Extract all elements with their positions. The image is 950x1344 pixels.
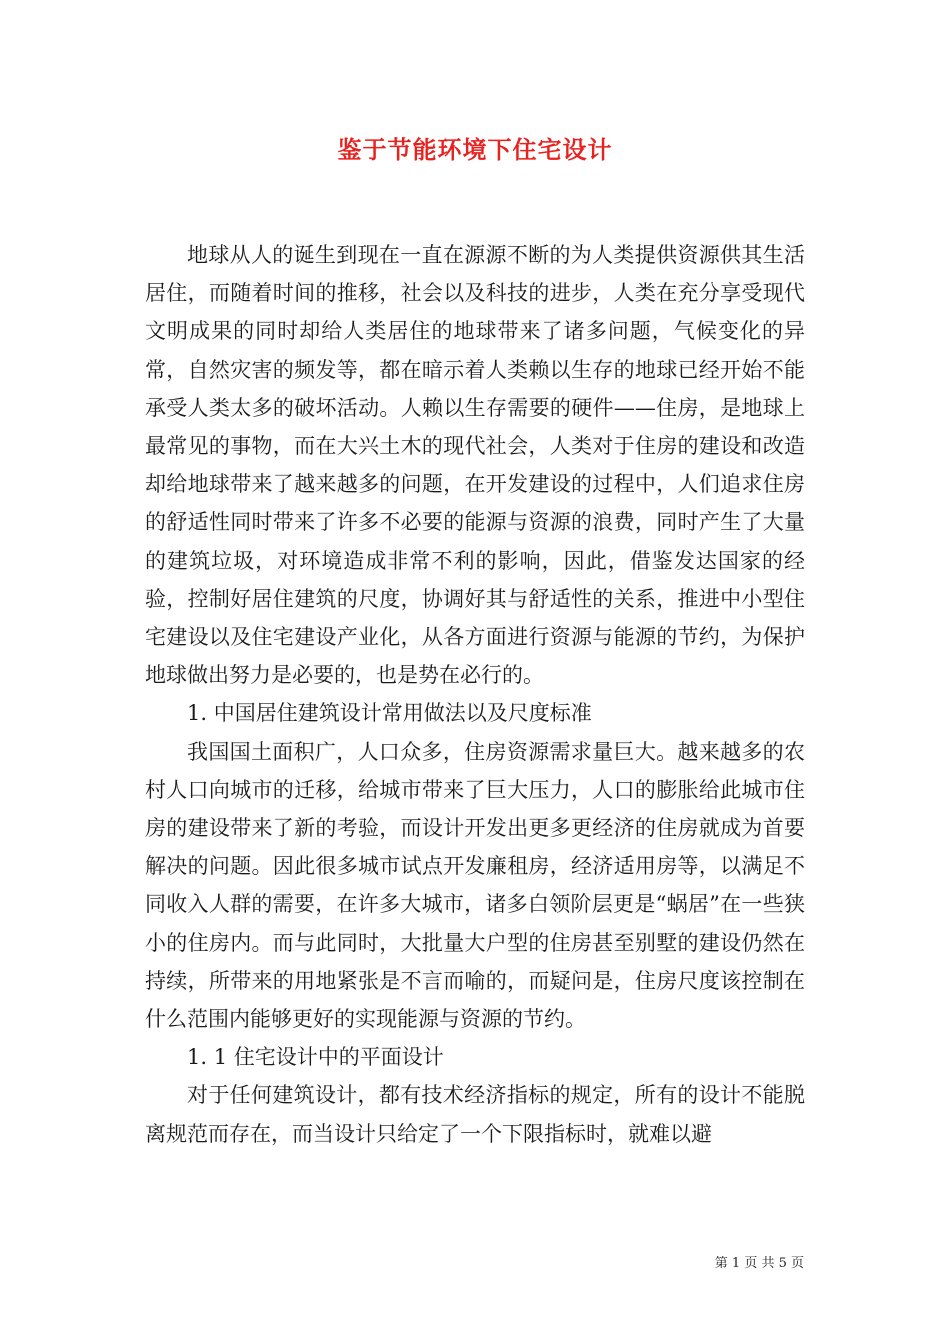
section-heading-1: 1. 中国居住建筑设计常用做法以及尺度标准 [187, 701, 592, 726]
paragraph-intro: 地球从人的诞生到现在一直在源源不断的为人类提供资源供其生活居住，而随着时间的推移，社会以及科技的进步，人类在充分享受现代文明成果的同时却给人类居住的地球带来了诸多问题，气候变化的异常，自然灾害的频发等，都在暗示着人类赖以生存的地球已经开始不能承受人类太多的破坏活动。人赖以生存需要的硬件——住房，是地球上最常见的事物，而在大兴土木的现代社会，人类对于住房的建设和改造却给地球带来了越来越多的问题，在开发建设的过程中，人们追求住房的舒适性同时带来了许多不必要的能源与资源的浪费，同时产生了大量的建筑垃圾，对环境造成非常不利的影响，因此，借鉴发达国家的经验，控制好居住建筑的尺度，协调好其与舒适性的关系，推进中小型住宅建设以及住宅建设产业化，从各方面进行资源与能源的节约，为保护地球做出努力是必要的，也是势在必行的。 [145, 243, 805, 688]
paragraph-section-1-1: 对于任何建筑设计，都有技术经济指标的规定，所有的设计不能脱离规范而存在，而当设计只给定了一个下限指标时，就难以避 [145, 1083, 805, 1146]
page-number: 第 1 页 共 5 页 [714, 1256, 804, 1271]
section-heading-1-1: 1. 1 住宅设计中的平面设计 [187, 1045, 444, 1070]
document-title: 鉴于节能环境下住宅设计 [337, 135, 613, 164]
document-body [145, 236, 805, 1153]
paragraph-section-1: 我国国土面积广，人口众多，住房资源需求量巨大。越来越多的农村人口向城市的迁移，给城市带来了巨大压力，人口的膨胀给此城市住房的建设带来了新的考验，而设计开发出更多更经济的住房就成为首要解决的问题。因此很多城市试点开发廉租房，经济适用房等，以满足不同收入人群的需要，在许多大城市，诸多白领阶层更是“蜗居”在一些狭小的住房内。而与此同时，大批量大户型的住房甚至别墅的建设仍然在持续，所带来的用地紧张是不言而喻的，而疑问是，住房尺度该控制在什么范围内能够更好的实现能源与资源的节约。 [145, 739, 805, 1032]
